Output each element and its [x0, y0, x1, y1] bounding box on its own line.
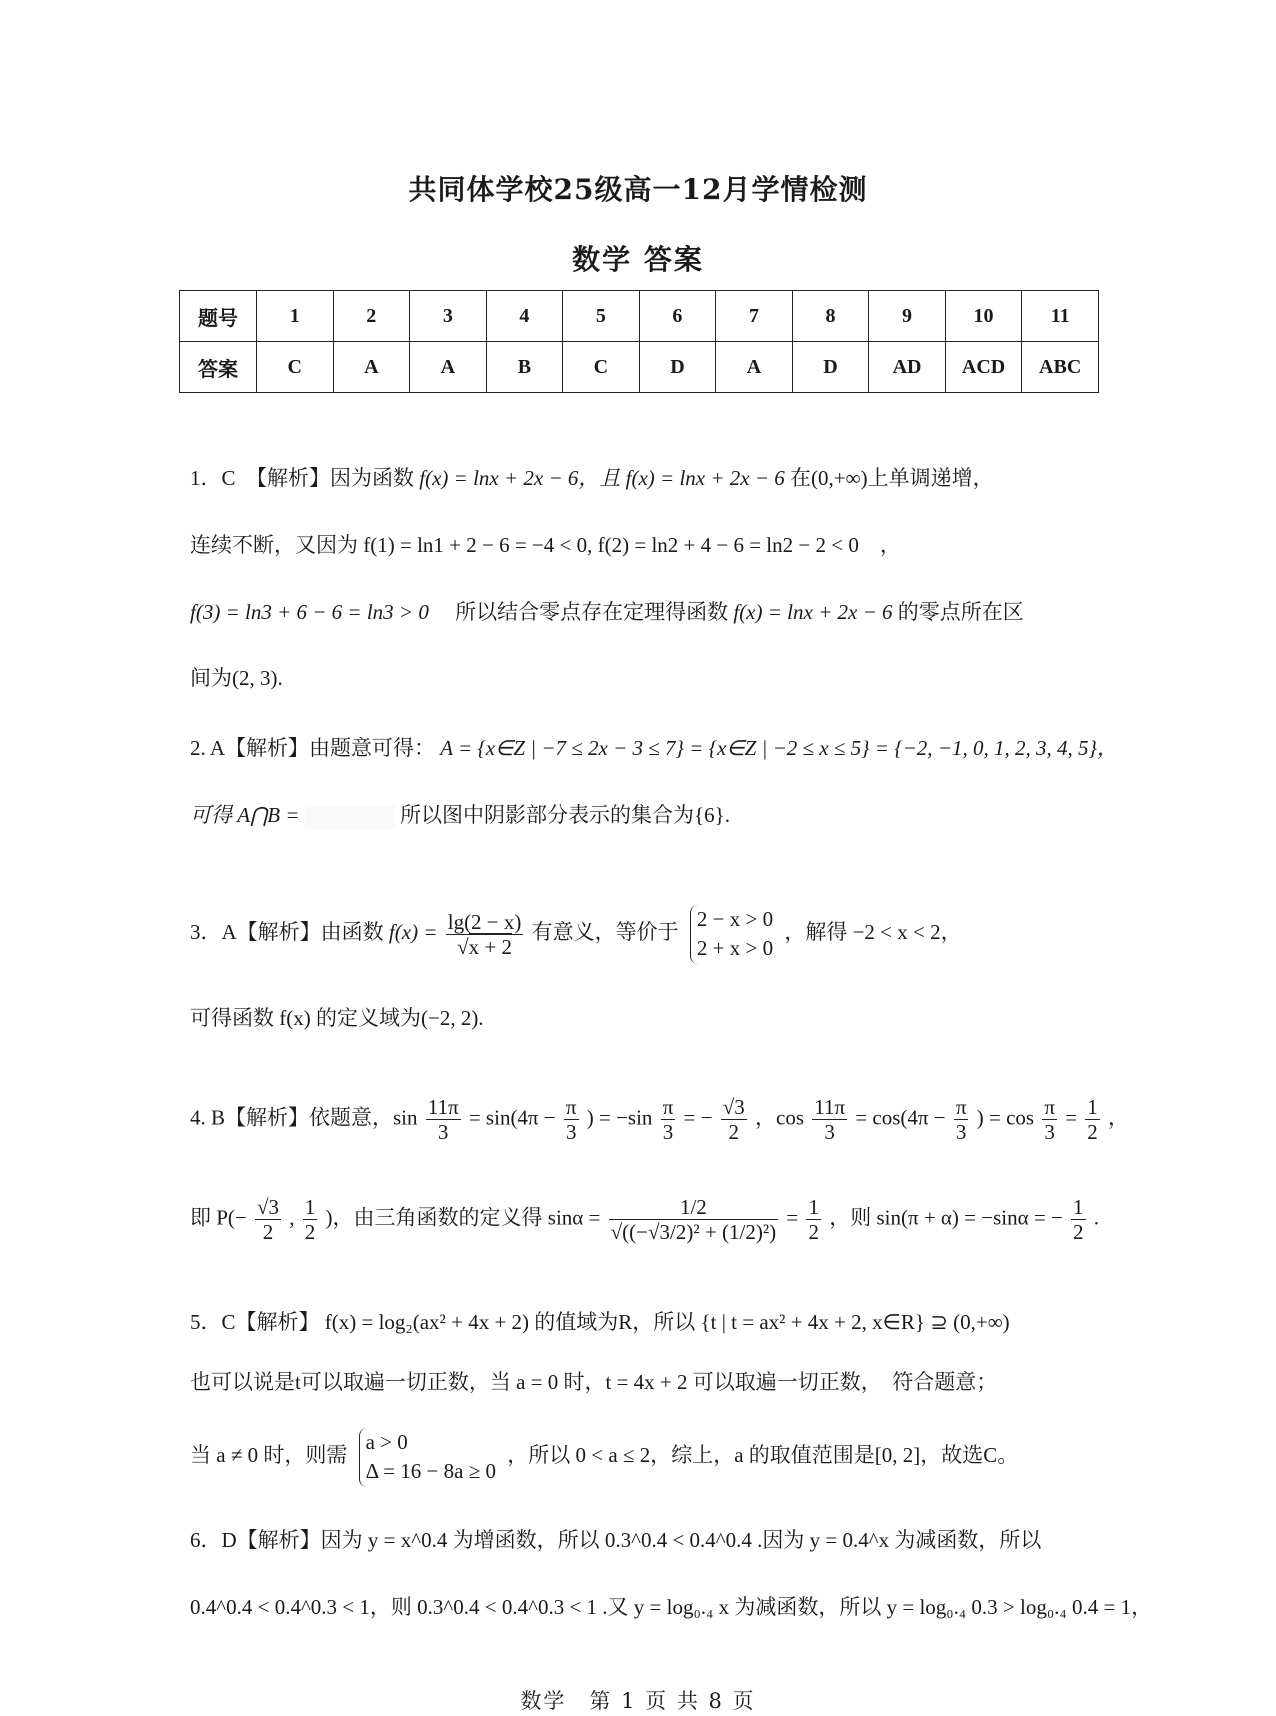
q1-formula: f(x) = lnx + 2x − 6，且: [419, 466, 621, 490]
q4-frac-den: 3: [662, 1120, 674, 1145]
q1-text: 的零点所在区: [897, 600, 1024, 624]
q4-fraction: [661, 1095, 676, 1144]
answer-cell: ABC: [1022, 342, 1099, 393]
question-number: 11: [1022, 291, 1099, 342]
q3-denominator: √x + 2: [457, 934, 512, 959]
q5-system: [359, 1428, 496, 1487]
answer-cell: A: [410, 342, 487, 393]
q2-label: 2. A【解析】由题意可得：: [190, 736, 436, 760]
q3-label: 3．A【解析】由函数: [190, 920, 384, 945]
q4-frac-den: 3: [1044, 1120, 1055, 1145]
q4-text: ) = cos: [976, 1105, 1035, 1130]
q2-line-1: [190, 738, 1118, 759]
q4-text: =: [786, 1205, 799, 1230]
q4-fraction: [1042, 1095, 1057, 1144]
q4-fraction: [812, 1095, 847, 1144]
q2-text: 所以图中阴影部分表示的集合为{6}.: [400, 803, 730, 827]
q5-line-3: [190, 1428, 1018, 1487]
answer-cell: AD: [869, 342, 946, 393]
answer-cell: C: [257, 342, 334, 393]
q4-fraction: [954, 1095, 969, 1144]
q4-text: =: [1065, 1105, 1078, 1130]
q5-condition-2: Δ = 16 − 8a ≥ 0: [365, 1459, 496, 1484]
q3-text: 有意义，等价于: [531, 920, 679, 945]
q4-frac-num: √3: [257, 1195, 280, 1219]
q4-fraction: [806, 1195, 821, 1244]
answer-cell: A: [716, 342, 793, 393]
q4-fraction: [721, 1095, 747, 1144]
question-number: 7: [716, 291, 793, 342]
q4-text: ，cos: [755, 1105, 805, 1130]
q5-text: 当 a ≠ 0 时，则需: [190, 1443, 348, 1468]
q4-fraction: [564, 1095, 579, 1144]
question-number: 3: [410, 291, 487, 342]
q1-line-4: 间为(2, 3).: [190, 666, 283, 690]
q1-line-2: 连续不断，又因为 f(1) = ln1 + 2 − 6 = −4 < 0, f(2) = ln2 + 4 − 6 = ln2 − 2 < 0 ，: [190, 533, 901, 557]
q4-frac-den: 2: [304, 1220, 316, 1245]
q4-frac-num: π: [1044, 1095, 1055, 1119]
q4-frac-num: π: [565, 1095, 577, 1119]
q4-frac-num: 1/2: [609, 1195, 778, 1220]
q4-fraction: [303, 1195, 318, 1244]
q4-frac-num: 11π: [814, 1095, 846, 1119]
q2-formula: A = {x∈Z | −7 ≤ 2x − 3 ≤ 7} = {x∈Z | −2 ≤ x ≤ 5} = {−2, −1, 0, 1, 2, 3, 4, 5}，: [440, 736, 1118, 760]
question-number: 6: [639, 291, 716, 342]
q2-line-2: [190, 805, 730, 829]
q4-frac-den: 3: [955, 1120, 967, 1145]
answer-table-answer-row: [180, 342, 1099, 393]
q1-formula: f(x) = lnx + 2x − 6: [733, 600, 893, 624]
q4-label: 4. B【解析】依题意，sin: [190, 1105, 418, 1130]
q5-line-1: 5．C【解析】 f(x) = log₂(ax² + 4x + 2) 的值域为R，所以 {t | t = ax² + 4x + 2, x∈R} ⊇ (0,+∞): [190, 1310, 1010, 1334]
q4-frac-den: 2: [1073, 1220, 1084, 1245]
answer-table: [179, 290, 1099, 393]
q4-text: = cos(4π −: [855, 1105, 946, 1130]
q1-text: 在(0,+∞)上单调递增，: [790, 466, 994, 490]
q3-fraction: [446, 910, 524, 959]
q4-text: ) = −sin: [586, 1105, 653, 1130]
q4-frac-den: 3: [824, 1120, 835, 1145]
q5-condition-1: a > 0: [365, 1430, 408, 1454]
q4-text: )，由三角函数的定义得 sinα =: [325, 1205, 601, 1230]
q2-blank: [305, 805, 395, 829]
q4-frac-num: √3: [722, 1095, 745, 1119]
q4-fraction: [426, 1095, 461, 1144]
q1-label: 1．C 【解析】因为函数: [190, 466, 415, 490]
q3-line-1: [190, 905, 962, 964]
q3-formula: f(x) =: [388, 920, 438, 945]
answer-table-number-row: [180, 291, 1099, 342]
q5-text: ，所以 0 < a ≤ 2，综上，a 的取值范围是[0, 2]，故选C。: [507, 1443, 1019, 1468]
q4-frac-num: 1: [1087, 1095, 1098, 1119]
q4-frac-num: 1: [1073, 1195, 1084, 1219]
q6-line-2: 0.4^0.4 < 0.4^0.3 < 1，则 0.3^0.4 < 0.4^0.3 < 1 .又 y = log₀.₄ x 为减函数，所以 y = log₀.₄ 0.3 > log₀.₄ 0.4 = 1，: [190, 1595, 1153, 1619]
q3-condition-2: 2 + x > 0: [696, 936, 774, 961]
q3-condition-1: 2 − x > 0: [696, 907, 774, 931]
question-number: 10: [945, 291, 1022, 342]
answer-cell: D: [639, 342, 716, 393]
row-label-answer: 答案: [180, 342, 257, 393]
q5-line-2: 也可以说是t可以取遍一切正数，当 a = 0 时，t = 4x + 2 可以取遍一切正数， 符合题意；: [190, 1370, 998, 1394]
q4-fraction: [255, 1195, 281, 1244]
page-footer: 数学 第 1 页 共 8 页: [520, 1689, 756, 1713]
q4-text: .: [1093, 1205, 1100, 1230]
q4-frac-den: 2: [728, 1120, 739, 1145]
q4-text: ，: [1108, 1105, 1130, 1130]
question-number: 4: [486, 291, 563, 342]
q4-text: = −: [683, 1105, 713, 1130]
q3-numerator: lg(2 − x): [447, 909, 522, 934]
q4-frac-den: 3: [565, 1120, 577, 1145]
answer-cell: B: [486, 342, 563, 393]
answer-cell: A: [333, 342, 410, 393]
q4-text: = sin(4π −: [468, 1105, 556, 1130]
q4-text: 即 P(−: [190, 1205, 247, 1230]
q4-frac-den: √((−√3/2)² + (1/2)²): [610, 1220, 777, 1245]
q4-line-1: [190, 1095, 1129, 1144]
q4-fraction: [1085, 1095, 1100, 1144]
answer-cell: ACD: [945, 342, 1022, 393]
q4-frac-num: 11π: [427, 1095, 459, 1119]
question-number: 8: [792, 291, 869, 342]
q4-frac-num: 1: [304, 1195, 316, 1219]
q3-system: [690, 905, 773, 964]
page-subtitle: 数学 答案: [572, 243, 704, 276]
question-number: 5: [563, 291, 640, 342]
q4-frac-den: 2: [1087, 1120, 1098, 1145]
page-title: 共同体学校25级高一12月学情检测: [408, 173, 868, 206]
q4-frac-den: 2: [808, 1220, 819, 1245]
q4-frac-den: 2: [262, 1220, 274, 1245]
q4-frac-num: π: [955, 1095, 967, 1119]
q4-frac-den: 3: [437, 1120, 449, 1145]
q3-result: ，解得 −2 < x < 2，: [784, 920, 962, 945]
q1-text: 所以结合零点存在定理得函数: [434, 600, 729, 624]
q1-formula: f(3) = ln3 + 6 − 6 = ln3 > 0: [190, 600, 429, 624]
q2-formula: 可得 A⋂B =: [190, 803, 300, 827]
q4-big-fraction: [609, 1195, 778, 1244]
q4-text: ，则 sin(π + α) = −sinα = −: [829, 1205, 1063, 1230]
question-number: 9: [869, 291, 946, 342]
q1-line-1: [190, 468, 994, 489]
q1-line-3: [190, 602, 1024, 623]
answer-cell: C: [563, 342, 640, 393]
row-label-question: 题号: [180, 291, 257, 342]
question-number: 2: [333, 291, 410, 342]
q3-line-2: 可得函数 f(x) 的定义域为(−2, 2).: [190, 1006, 484, 1030]
question-number: 1: [257, 291, 334, 342]
q4-text: ,: [289, 1205, 295, 1230]
q4-frac-num: π: [662, 1095, 674, 1119]
q1-formula: f(x) = lnx + 2x − 6: [625, 466, 785, 490]
q3-denominator-radicand: x + 2: [468, 934, 512, 959]
q4-line-2: [190, 1195, 1099, 1244]
q4-frac-num: 1: [808, 1195, 819, 1219]
answer-cell: D: [792, 342, 869, 393]
q4-fraction: [1071, 1195, 1086, 1244]
q6-line-1: 6．D【解析】因为 y = x^0.4 为增函数，所以 0.3^0.4 < 0.4^0.4 .因为 y = 0.4^x 为减函数，所以: [190, 1528, 1042, 1552]
